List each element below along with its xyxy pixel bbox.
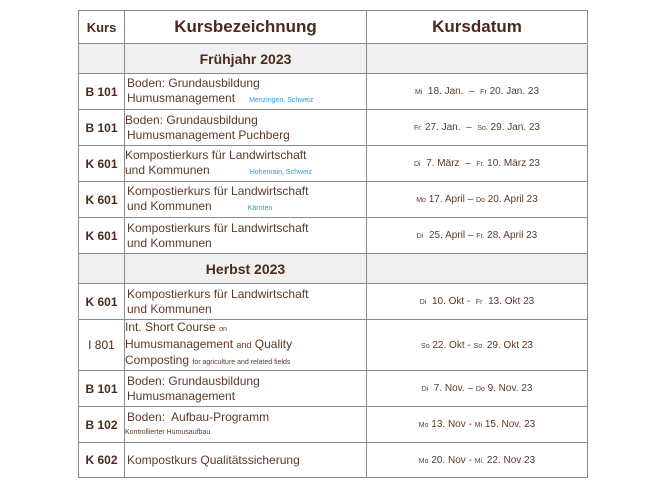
course-code: K 601	[79, 218, 125, 254]
course-date: Fr. 27. Jan. – So. 29. Jan. 23	[367, 110, 588, 146]
course-date: So 22. Okt - So. 29. Okt 23	[367, 320, 588, 371]
course-code: K 602	[79, 443, 125, 478]
course-name: Boden: Aufbau-Programm Kontrollierter Humusaufbau	[125, 407, 367, 443]
course-code: B 101	[79, 110, 125, 146]
table-row	[79, 218, 588, 254]
course-date: Di 25. April – Fr. 28. April 23	[367, 218, 588, 254]
course-name: Boden: Grundausbildung Humusmanagement Puchberg	[125, 110, 367, 146]
section-row-autumn	[79, 254, 588, 284]
course-name: Kompostierkurs für Landwirtschaft und Kommunen Hohenrain, Schweiz	[125, 146, 367, 182]
table-row	[79, 110, 588, 146]
course-name: Kompostierkurs für Landwirtschaft und Kommunen	[125, 218, 367, 254]
course-date: Mi 18. Jan. – Fr 20. Jan. 23	[367, 74, 588, 110]
course-date: Di 10. Okt - Fr 13. Okt 23	[367, 284, 588, 320]
course-code: B 101	[79, 74, 125, 110]
course-code: B 102	[79, 407, 125, 443]
header-kurs: Kurs	[79, 11, 125, 44]
course-name: Int. Short Course on Humusmanagement and Quality Composting for agriculture and related fields	[125, 320, 367, 371]
course-code: B 101	[79, 371, 125, 407]
course-name: Kompostierkurs für Landwirtschaft und Kommunen Kärnten	[125, 182, 367, 218]
course-location: Hohenrain, Schweiz	[249, 168, 312, 176]
section-row-spring	[79, 44, 588, 74]
table-row	[79, 320, 588, 371]
course-date: Di 7. März – Fr. 10. März 23	[367, 146, 588, 182]
table-row	[79, 74, 588, 110]
header-row	[79, 11, 588, 44]
section-title: Herbst 2023	[125, 254, 367, 284]
course-schedule-table	[78, 10, 588, 478]
header-kursdatum: Kursdatum	[367, 11, 588, 44]
course-code: K 601	[79, 146, 125, 182]
course-code: K 601	[79, 284, 125, 320]
course-location: Kärnten	[247, 204, 273, 212]
course-date: Mo 13. Nov - Mi 15. Nov. 23	[367, 407, 588, 443]
section-title: Frühjahr 2023	[125, 44, 367, 74]
table-row	[79, 146, 588, 182]
course-code: I 801	[79, 320, 125, 371]
header-kursbezeichnung: Kursbezeichnung	[125, 11, 367, 44]
course-date: Di 7. Nov. – Do 9. Nov. 23	[367, 371, 588, 407]
course-date: Mo 20. Nov - Mi. 22. Nov 23	[367, 443, 588, 478]
course-name: Kompostkurs Qualitätssicherung	[125, 443, 367, 478]
course-name: Boden: Grundausbildung Humusmanagement	[125, 371, 367, 407]
table-row	[79, 443, 588, 478]
course-code: K 601	[79, 182, 125, 218]
table-row	[79, 182, 588, 218]
table-row	[79, 371, 588, 407]
table-row	[79, 284, 588, 320]
course-name: Boden: Grundausbildung Humusmanagement Menzingen, Schweiz	[125, 74, 367, 110]
table-row	[79, 407, 588, 443]
course-name: Kompostierkurs für Landwirtschaft und Kommunen	[125, 284, 367, 320]
course-date: Mo 17. April – Do 20. April 23	[367, 182, 588, 218]
course-location: Menzingen, Schweiz	[249, 96, 314, 104]
